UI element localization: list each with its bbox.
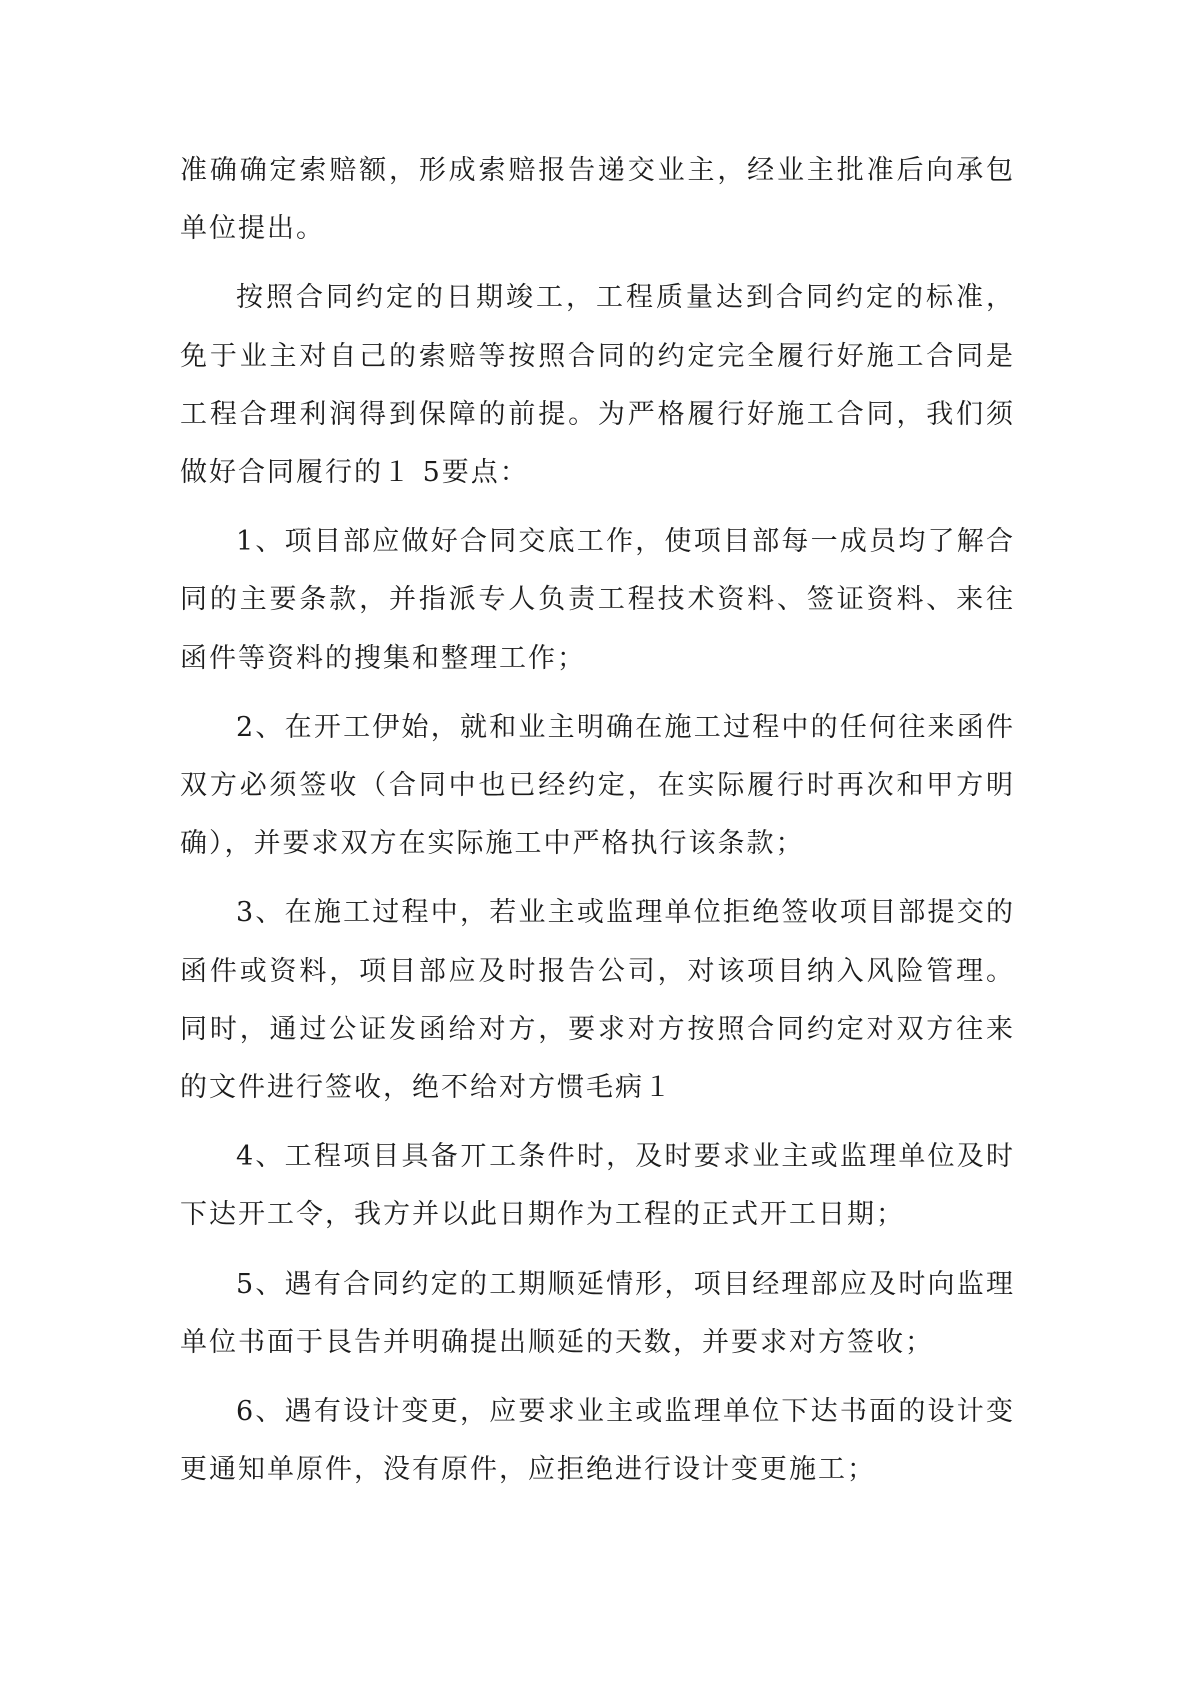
paragraph-claim-report: 准确确定索赔额，形成索赔报告递交业主，经业主批准后向承包单位提出。 bbox=[180, 155, 1015, 245]
paragraph-contract-intro: 按照合同约定的日期竣工，工程质量达到合同约定的标准，免于业主对自己的索赔等按照合同的约定完全履行好施工合同是工程合理利润得到保障的前提。为严格履行好施工合同，我们须做好合同履行的１ 5要点： bbox=[180, 282, 1015, 489]
paragraph-point-6: 6、遇有设计变更，应要求业主或监理单位下达书面的设计变更通知单原件，没有原件，应拒绝进行设计变更施工； bbox=[180, 1396, 1015, 1486]
paragraph-point-1: 1、项目部应做好合同交底工作，使项目部每一成员均了解合同的主要条款，并指派专人负责工程技术资料、签证资料、来往函件等资料的搜集和整理工作； bbox=[180, 526, 1015, 674]
document-body bbox=[180, 142, 1015, 1510]
paragraph-point-4: 4、工程项目具备丌工条件时，及时要求业主或监理单位及时下达开工令，我方并以此日期作为工程的正式开工日期； bbox=[180, 1141, 1015, 1231]
paragraph-point-2: 2、在开工伊始，就和业主明确在施工过程中的任何往来函件双方必须签收（合同中也已经约定，在实际履行时再次和甲方明确），并要求双方在实际施工中严格执行该条款； bbox=[180, 711, 1015, 860]
paragraph-point-5: 5、遇有合同约定的工期顺延情形，项目经理部应及时向监理单位书面于艮告并明确提出顺延的天数，并要求对方签收； bbox=[180, 1268, 1015, 1358]
paragraph-point-3: 3、在施工过程中，若业主或监理单位拒绝签收项目部提交的函件或资料，项目部应及时报告公司，对该项目纳入风险管理。同时，通过公证发函给对方，要求对方按照合同约定对双方往来的文件进行签收，绝不给对方惯毛病１ bbox=[180, 897, 1015, 1104]
